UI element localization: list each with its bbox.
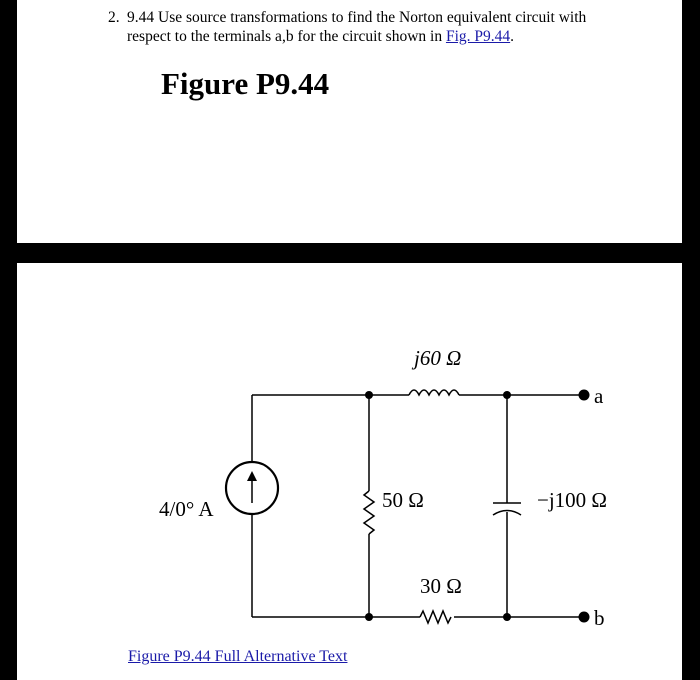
problem-panel — [17, 0, 682, 243]
resistor-50-label: 50 Ω — [382, 488, 424, 512]
figure-title: Figure P9.44 — [161, 66, 330, 101]
capacitor-label: −j100 Ω — [537, 488, 608, 512]
junction-dot — [503, 391, 511, 399]
figure-link[interactable]: Fig. P9.44 — [445, 28, 511, 45]
source-label: 4/0° A — [159, 497, 214, 521]
problem-text-end: . — [510, 28, 515, 45]
terminal-b-label: b — [594, 606, 605, 630]
junction-dot — [365, 391, 373, 399]
resistor-30-label: 30 Ω — [420, 574, 462, 598]
resistor-50-symbol — [364, 491, 374, 534]
inductor-label: j60 Ω — [414, 346, 462, 370]
junction-dot — [503, 613, 511, 621]
figure-panel — [17, 263, 682, 680]
resistor-30-symbol — [420, 611, 451, 623]
problem-text: 9.44 Use source transformations to find the Norton equivalent circuit with respect to the terminals a,b for the circuit shown in — [127, 9, 587, 45]
junction-dot — [365, 613, 373, 621]
terminal-b-dot — [579, 612, 590, 623]
terminal-a-dot — [579, 390, 590, 401]
circuit-diagram — [17, 263, 682, 680]
terminal-a-label: a — [594, 384, 604, 408]
inductor-symbol — [409, 390, 459, 395]
problem-statement — [108, 8, 628, 46]
problem-number: 2. — [108, 9, 120, 26]
alt-text-link[interactable]: Figure P9.44 Full Alternative Text — [128, 648, 348, 665]
